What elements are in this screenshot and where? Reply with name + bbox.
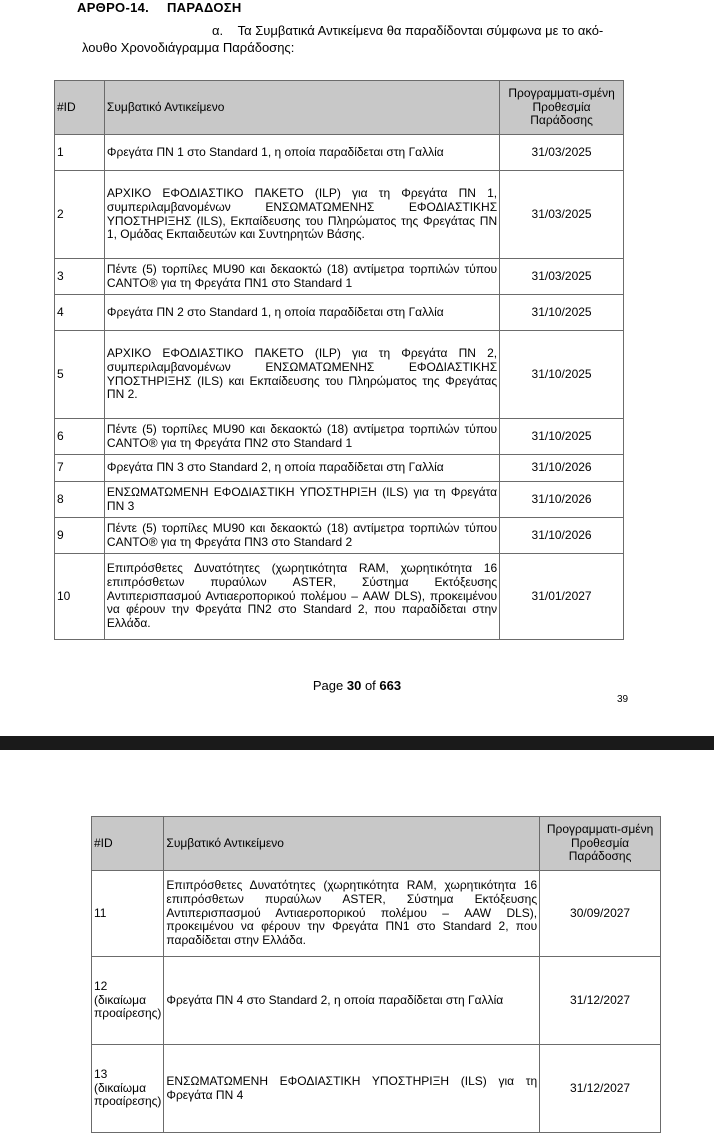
article-number: ΑΡΘΡΟ-14. — [77, 0, 150, 15]
cell-id: 11 — [92, 871, 164, 957]
cell-item: ΑΡΧΙΚΟ ΕΦΟΔΙΑΣΤΙΚΟ ΠΑΚΕΤΟ (ILP) για τη Φρεγάτα ΠΝ 1, συμπεριλαμβανομένων ΕΝΣΩΜΑΤΩΜΕΝΗΣ ΕΦΟΔΙΑΣΤΙΚΗΣ ΥΠΟΣΤΗΡΙΞΗΣ (ILS), Εκπαίδευσης του Πληρώματος της Φρεγάτας ΠΝ 1, Ομάδας Εκπαιδευτών και Συντηρητών Βάσης. — [104, 171, 499, 259]
cell-id: 13 (δικαίωμα προαίρεσης) — [92, 1045, 164, 1133]
delivery-schedule-table-continued — [91, 816, 661, 1133]
cell-deadline: 31/12/2027 — [540, 1045, 661, 1133]
table-row — [55, 331, 624, 419]
table-row — [55, 455, 624, 482]
cell-deadline: 31/10/2025 — [500, 295, 624, 331]
cell-item: Πέντε (5) τορπίλες MU90 και δεκαοκτώ (18) αντίμετρα τορπιλών τύπου CANTO® για τη Φρεγάτα ΠΝ3 στο Standard 2 — [104, 518, 499, 554]
page-separator — [0, 736, 714, 750]
table-row — [55, 419, 624, 455]
table-body — [92, 871, 661, 1133]
cell-deadline: 31/10/2025 — [500, 419, 624, 455]
document-page-2 — [0, 750, 714, 1135]
cell-id: 12 (δικαίωμα προαίρεσης) — [92, 957, 164, 1045]
cell-id: 10 — [55, 554, 105, 640]
cell-item: Πέντε (5) τορπίλες MU90 και δεκαοκτώ (18) αντίμετρα τορπιλών τύπου CANTO® για τη Φρεγάτα ΠΝ2 στο Standard 1 — [104, 419, 499, 455]
table-row — [55, 295, 624, 331]
table-header-row — [92, 817, 661, 871]
cell-deadline: 30/09/2027 — [540, 871, 661, 957]
cell-id: 7 — [55, 455, 105, 482]
cell-item: Φρεγάτα ΠΝ 2 στο Standard 1, η οποία παραδίδεται στη Γαλλία — [104, 295, 499, 331]
cell-deadline: 31/03/2025 — [500, 259, 624, 295]
cell-id: 6 — [55, 419, 105, 455]
intro-line-2: λουθο Χρονοδιάγραμμα Παράδοσης: — [82, 40, 295, 55]
pager-current: 30 — [346, 678, 362, 693]
cell-id: 3 — [55, 259, 105, 295]
cell-item: Πέντε (5) τορπίλες MU90 και δεκαοκτώ (18) αντίμετρα τορπιλών τύπου CANTO® για τη Φρεγάτα ΠΝ1 στο Standard 1 — [104, 259, 499, 295]
table-row — [92, 1045, 661, 1133]
cell-item: Φρεγάτα ΠΝ 3 στο Standard 2, η οποία παραδίδεται στη Γαλλία — [104, 455, 499, 482]
intro-paragraph — [82, 22, 622, 56]
table-row — [55, 518, 624, 554]
cell-deadline: 31/12/2027 — [540, 957, 661, 1045]
cell-deadline: 31/10/2026 — [500, 482, 624, 518]
table-row — [55, 171, 624, 259]
pager-of: of — [364, 678, 376, 693]
cell-deadline: 31/10/2026 — [500, 518, 624, 554]
cell-item: ΑΡΧΙΚΟ ΕΦΟΔΙΑΣΤΙΚΟ ΠΑΚΕΤΟ (ILP) για τη Φρεγάτα ΠΝ 2, συμπεριλαμβανομένων ΕΝΣΩΜΑΤΩΜΕΝΗΣ ΕΦΟΔΙΑΣΤΙΚΗΣ ΥΠΟΣΤΗΡΙΞΗΣ (ILS) και Εκπαίδευσης του Πληρώματος της Φρεγάτας ΠΝ 2. — [104, 331, 499, 419]
cell-deadline: 31/03/2025 — [500, 171, 624, 259]
table-row — [55, 482, 624, 518]
article-heading — [77, 0, 242, 15]
intro-text-1: Τα Συμβατικά Αντικείμενα θα παραδίδονται σύμφωνα με το ακό- — [237, 23, 604, 38]
cell-item: Επιπρόσθετες Δυνατότητες (χωρητικότητα RAM, χωρητικότητα 16 επιπρόσθετων πυραύλων ASTER, Σύστημα Εκτόξευσης Αντιπερισπασμού Αντιαεροπορικού πολέμου – AAW DLS), προκειμένου να φέρουν την Φρεγάτα ΠΝ1 στο Standard 2, που παραδίδεται στην Ελλάδα. — [164, 871, 540, 957]
table-row — [92, 871, 661, 957]
table-row — [92, 957, 661, 1045]
cell-id: 8 — [55, 482, 105, 518]
pager-total: 663 — [379, 678, 402, 693]
header-item: Συμβατικό Αντικείμενο — [104, 81, 499, 135]
table-row — [55, 135, 624, 171]
header-deadline: Προγραμματι-σμένη Προθεσμία Παράδοσης — [500, 81, 624, 135]
cell-deadline: 31/03/2025 — [500, 135, 624, 171]
cell-item: Επιπρόσθετες Δυνατότητες (χωρητικότητα RAM, χωρητικότητα 16 επιπρόσθετων πυραύλων ASTER, Σύστημα Εκτόξευσης Αντιπερισπασμού Αντιαεροπορικού πολέμου – AAW DLS), προκειμένου να φέρουν την Φρεγάτα ΠΝ2 στο Standard 2, που παραδίδεται στην Ελλάδα. — [104, 554, 499, 640]
cell-item: Φρεγάτα ΠΝ 1 στο Standard 1, η οποία παραδίδεται στη Γαλλία — [104, 135, 499, 171]
header-id: #ID — [92, 817, 164, 871]
cell-id: 5 — [55, 331, 105, 419]
page-counter — [0, 678, 714, 693]
cell-deadline: 31/01/2027 — [500, 554, 624, 640]
cell-item: ΕΝΣΩΜΑΤΩΜΕΝΗ ΕΦΟΔΙΑΣΤΙΚΗ ΥΠΟΣΤΗΡΙΞΗ (ILS) για τη Φρεγάτα ΠΝ 3 — [104, 482, 499, 518]
pager-prefix: Page — [312, 678, 344, 693]
cell-item: Φρεγάτα ΠΝ 4 στο Standard 2, η οποία παραδίδεται στη Γαλλία — [164, 957, 540, 1045]
article-title: ΠΑΡΑΔΟΣΗ — [166, 0, 242, 15]
cell-id: 9 — [55, 518, 105, 554]
header-item: Συμβατικό Αντικείμενο — [164, 817, 540, 871]
cell-item: ΕΝΣΩΜΑΤΩΜΕΝΗ ΕΦΟΔΙΑΣΤΙΚΗ ΥΠΟΣΤΗΡΙΞΗ (ILS) για τη Φρεγάτα ΠΝ 4 — [164, 1045, 540, 1133]
delivery-schedule-table — [54, 80, 624, 640]
header-id: #ID — [55, 81, 105, 135]
intro-line-1 — [82, 22, 622, 39]
table-body — [55, 135, 624, 640]
intro-marker: α. — [212, 23, 224, 38]
cell-id: 1 — [55, 135, 105, 171]
cell-deadline: 31/10/2025 — [500, 331, 624, 419]
table-row — [55, 554, 624, 640]
table-row — [55, 259, 624, 295]
page-stamp-number: 39 — [617, 694, 629, 705]
cell-id: 4 — [55, 295, 105, 331]
header-deadline: Προγραμματι-σμένη Προθεσμία Παράδοσης — [540, 817, 661, 871]
cell-deadline: 31/10/2026 — [500, 455, 624, 482]
cell-id: 2 — [55, 171, 105, 259]
table-header-row — [55, 81, 624, 135]
